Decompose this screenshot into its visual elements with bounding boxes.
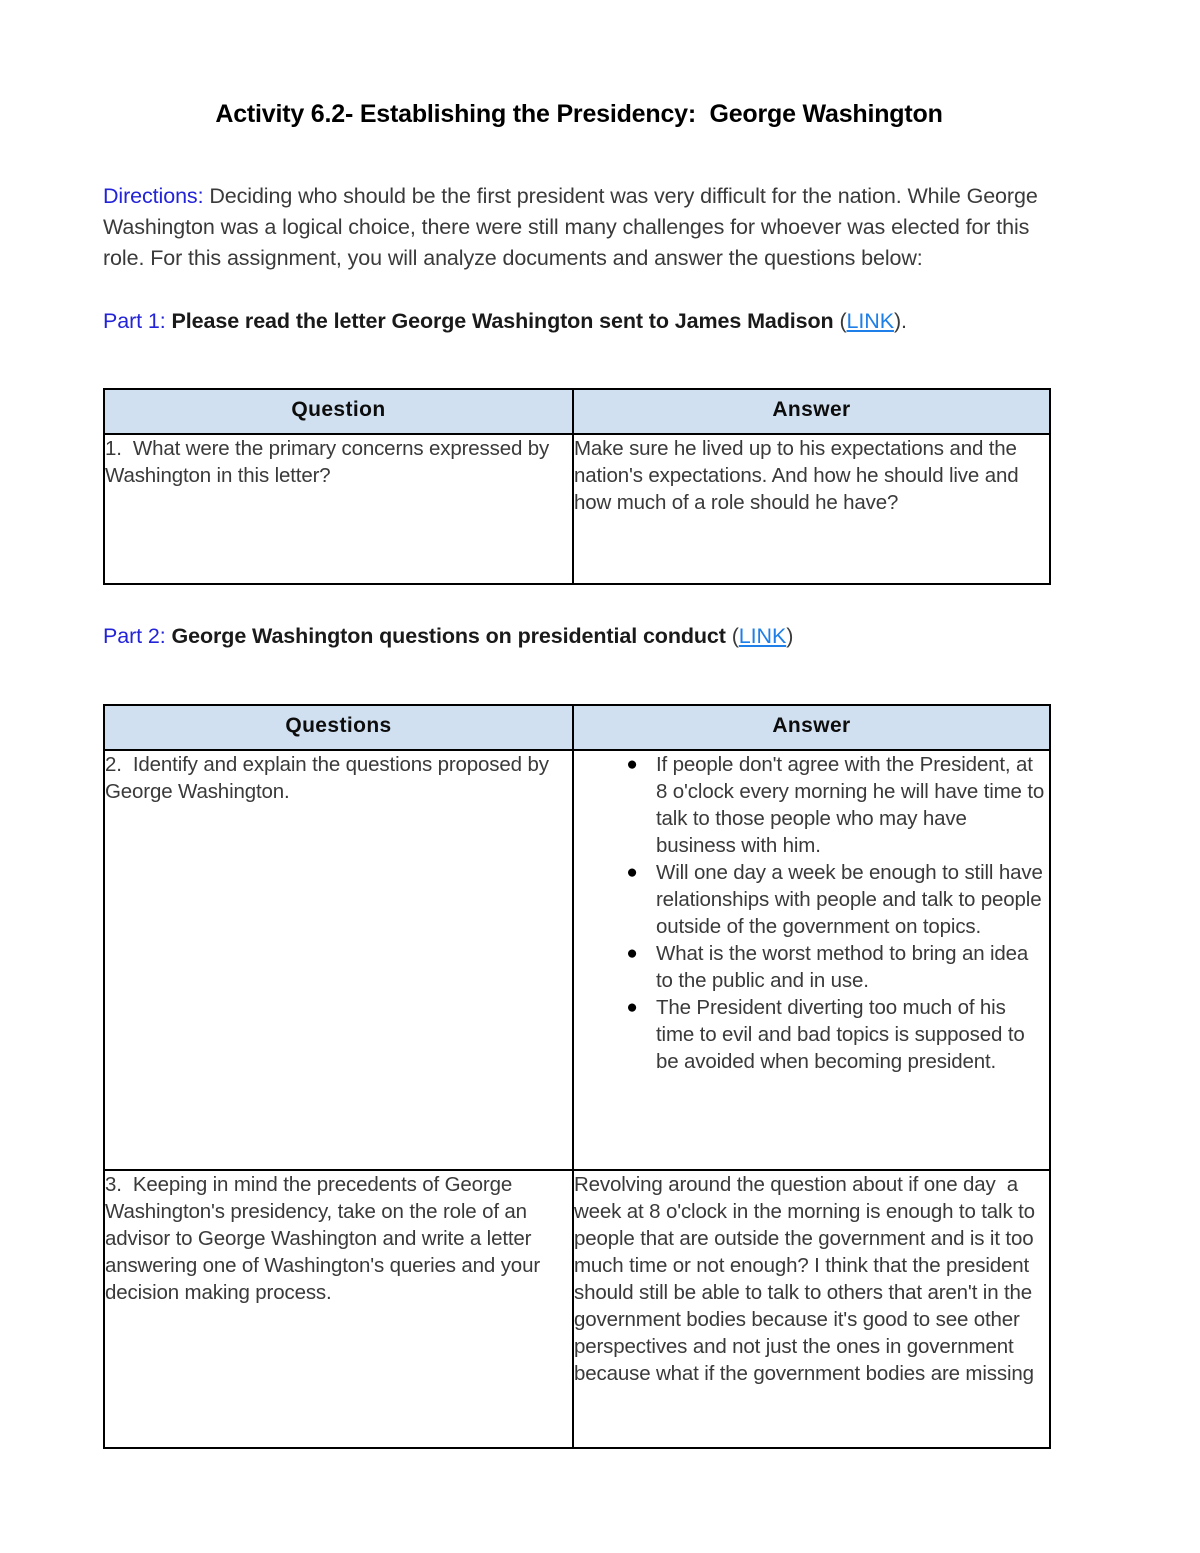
- table-header-row: [104, 389, 1050, 434]
- answer-cell-3[interactable]: Revolving around the question about if one day a week at 8 o'clock in the morning is enough to talk to people that are outside the government and is it too much time or not enough? I think that the president should still be able to talk to others that aren't in the government bodies because it's good to see other perspectives and not just the ones in government because what if the government bodies are missing: [573, 1170, 1050, 1448]
- table-row: [104, 434, 1050, 584]
- page-title: Activity 6.2- Establishing the Presidency: George Washington: [215, 100, 943, 128]
- column-header-answer: Answer: [573, 389, 1050, 434]
- part-2-open-paren: (: [725, 624, 739, 649]
- column-header-question: Question: [104, 389, 573, 434]
- bullet-icon: ●: [626, 942, 638, 964]
- part-2-label: Part 2:: [103, 624, 166, 649]
- column-header-questions: Questions: [104, 705, 573, 750]
- part-1-open-paren: (: [833, 308, 847, 333]
- part-2-heading: [103, 621, 1049, 652]
- question-cell-3: 3. Keeping in mind the precedents of George Washington's presidency, take on the role of an advisor to George Washington and write a letter answering one of Washington's queries and your decision making process.: [104, 1170, 573, 1448]
- column-header-answer: Answer: [573, 705, 1050, 750]
- part-2-table: [103, 704, 1051, 1449]
- question-cell-1: 1. What were the primary concerns expressed by Washington in this letter?: [104, 434, 573, 584]
- list-item: ● What is the worst method to bring an idea to the public and in use.: [626, 941, 1029, 992]
- table-row: [104, 750, 1050, 1170]
- part-1-heading: [103, 306, 1049, 337]
- list-item: ● If people don't agree with the President, at 8 o'clock every morning he will have time to talk to those people who may have business with him.: [626, 752, 1045, 857]
- table-row: [104, 1170, 1050, 1448]
- bullet-icon: ●: [626, 861, 638, 883]
- part-1-link[interactable]: LINK: [846, 308, 894, 333]
- answer-cell-1[interactable]: Make sure he lived up to his expectations and the nation's expectations. And how he should live and how much of a role should he have?: [573, 434, 1050, 584]
- document-content: [103, 100, 1049, 1449]
- part-1-heading-text: Please read the letter George Washington sent to James Madison: [165, 308, 834, 333]
- directions-paragraph: [103, 181, 1049, 274]
- part-2-link[interactable]: LINK: [738, 624, 787, 649]
- part-1-close-paren: ).: [893, 308, 907, 333]
- answer-cell-2[interactable]: [573, 750, 1050, 1170]
- bullet-icon: ●: [626, 996, 638, 1018]
- answer-bullet-list: [574, 751, 1049, 1075]
- directions-label: Directions:: [103, 183, 204, 208]
- directions-body: Deciding who should be the first president was very difficult for the nation. While George Washington was a logical choice, there were still many challenges for whoever was elected for this role. For this assignment, you will analyze documents and answer the questions below:: [103, 183, 1038, 270]
- table-header-row: [104, 705, 1050, 750]
- part-1-label: Part 1:: [103, 308, 166, 333]
- list-item: ● The President diverting too much of his time to evil and bad topics is supposed to be avoided when becoming president.: [626, 995, 1025, 1073]
- question-cell-2: 2. Identify and explain the questions proposed by George Washington.: [104, 750, 573, 1170]
- part-1-table: [103, 388, 1051, 585]
- bullet-icon: ●: [626, 753, 638, 775]
- part-2-close-paren: ): [786, 624, 794, 649]
- list-item: ● Will one day a week be enough to still have relationships with people and talk to people outside of the government on topics.: [626, 860, 1043, 938]
- part-2-heading-text: George Washington questions on presidential conduct: [165, 624, 726, 649]
